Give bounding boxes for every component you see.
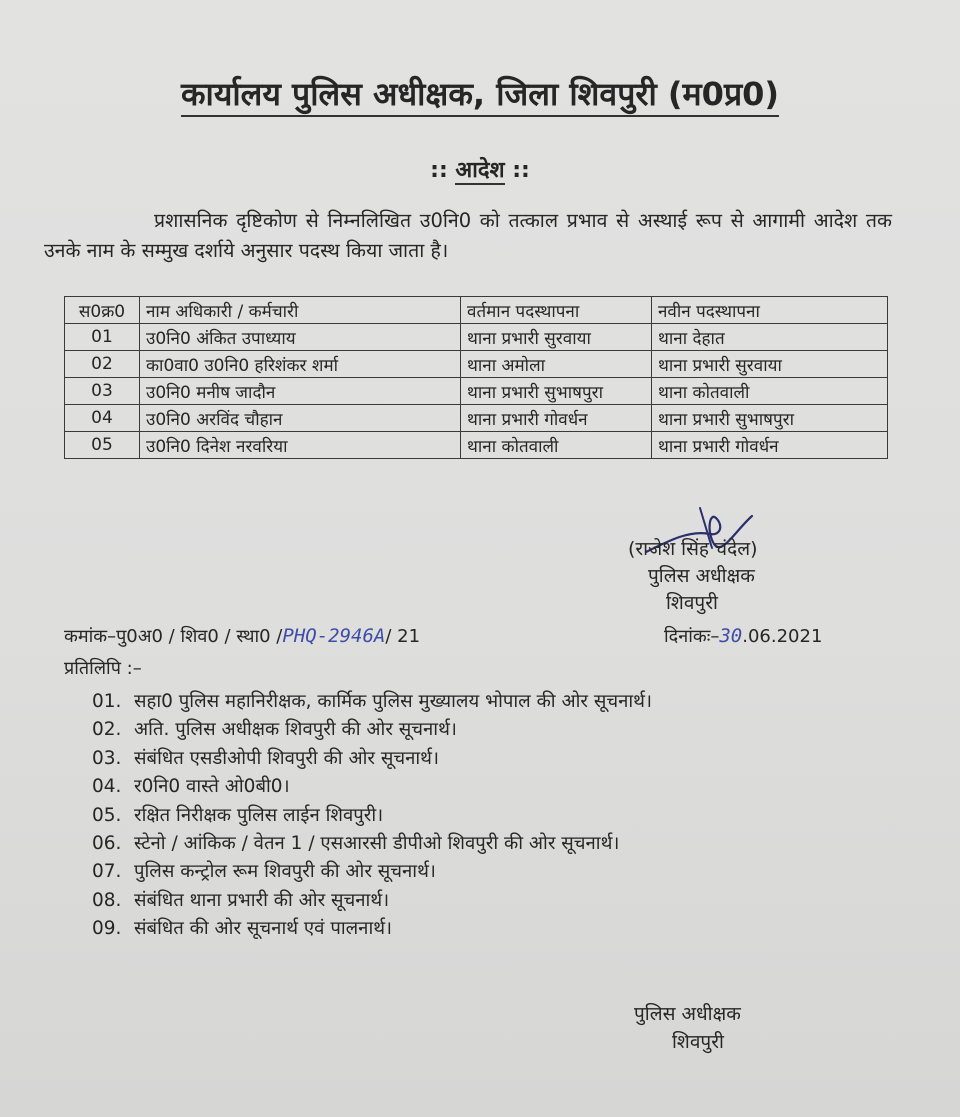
- cell-name: उ0नि0 अंकित उपाध्याय: [140, 324, 461, 351]
- reference-date: दिनांकः–30.06.2021: [664, 625, 823, 647]
- table-row: [65, 324, 888, 351]
- signature-block: [616, 536, 758, 617]
- order-paragraph: प्रशासनिक दृष्टिकोण से निम्नलिखित उ0नि0 को तत्काल प्रभाव से अस्थाई रूप से आगामी आदेश तक उनके नाम के सम्मुख दर्शाये अनुसार पदस्थ किया जाता है।: [44, 209, 892, 262]
- cell-current-posting: थाना प्रभारी सुरवाया: [461, 324, 652, 351]
- footer-signature: [634, 1000, 741, 1056]
- header-serial: स0क्र0: [65, 297, 140, 324]
- table-row: [65, 432, 888, 459]
- reference-number: कमांक–पु0अ0 / शिव0 / स्था0 /PHQ-2946A/ 21: [64, 625, 421, 647]
- cell-new-posting: थाना प्रभारी सुभाषपुरा: [652, 405, 888, 432]
- header-new-posting: नवीन पदस्थापना: [652, 297, 888, 324]
- footer-designation: पुलिस अधीक्षक: [634, 1003, 741, 1025]
- list-item: 02. अति. पुलिस अधीक्षक शिवपुरी की ओर सूचनार्थ।: [92, 719, 457, 741]
- table-row: [65, 351, 888, 378]
- list-item: 05. रक्षित निरीक्षक पुलिस लाईन शिवपुरी।: [92, 804, 384, 826]
- list-item: 09. संबंधित की ओर सूचनार्थ एवं पालनार्थ।: [92, 918, 393, 940]
- table-row: [65, 378, 888, 405]
- cell-new-posting: थाना देहात: [652, 324, 888, 351]
- footer-place: शिवपुरी: [672, 1031, 724, 1053]
- list-item: 03. संबंधित एसडीओपी शिवपुरी की ओर सूचनार्थ।: [92, 747, 439, 769]
- cell-serial: 03: [65, 378, 140, 405]
- cell-serial: 01: [65, 324, 140, 351]
- cell-current-posting: थाना अमोला: [461, 351, 652, 378]
- list-item: 07. पुलिस कन्ट्रोल रूम शिवपुरी की ओर सूचनार्थ।: [92, 861, 436, 883]
- table-row: [65, 405, 888, 432]
- order-heading: :: आदेश ::: [430, 158, 530, 183]
- header-name: नाम अधिकारी / कर्मचारी: [140, 297, 461, 324]
- copy-label: प्रतिलिपि :–: [64, 658, 142, 679]
- cell-new-posting: थाना प्रभारी गोवर्धन: [652, 432, 888, 459]
- list-item: 08. संबंधित थाना प्रभारी की ओर सूचनार्थ।: [92, 889, 390, 911]
- signatory-designation: पुलिस अधीक्षक: [648, 565, 755, 587]
- cell-current-posting: थाना कोतवाली: [461, 432, 652, 459]
- cell-current-posting: थाना प्रभारी सुभाषपुरा: [461, 378, 652, 405]
- cell-name: का0वा0 उ0नि0 हरिशंकर शर्मा: [140, 351, 461, 378]
- cell-new-posting: थाना कोतवाली: [652, 378, 888, 405]
- cell-serial: 05: [65, 432, 140, 459]
- cell-name: उ0नि0 अरविंद चौहान: [140, 405, 461, 432]
- signatory-place: शिवपुरी: [666, 592, 718, 614]
- cell-name: उ0नि0 दिनेश नरवरिया: [140, 432, 461, 459]
- cell-new-posting: थाना प्रभारी सुरवाया: [652, 351, 888, 378]
- cell-name: उ0नि0 मनीष जादौन: [140, 378, 461, 405]
- reference-handwritten: PHQ-2946A: [282, 625, 386, 647]
- copy-list: [92, 688, 652, 944]
- header-current-posting: वर्तमान पदस्थापना: [461, 297, 652, 324]
- signatory-name: (राजेश सिंह चंदेल): [628, 538, 758, 560]
- list-item: 06. स्टेनो / आंकिक / वेतन 1 / एसआरसी डीपीओ शिवपुरी की ओर सूचनार्थ।: [92, 832, 620, 854]
- list-item: 01. सहा0 पुलिस महानिरीक्षक, कार्मिक पुलिस मुख्यालय भोपाल की ओर सूचनार्थ।: [92, 691, 652, 712]
- cell-serial: 02: [65, 351, 140, 378]
- office-title: कार्यालय पुलिस अधीक्षक, जिला शिवपुरी (म0प्र0): [0, 72, 960, 115]
- list-item: 04. र0नि0 वास्ते ओ0बी0।: [92, 776, 290, 798]
- posting-table: [64, 296, 888, 459]
- date-handwritten: 30: [719, 625, 743, 647]
- table-header-row: [65, 297, 888, 324]
- cell-current-posting: थाना प्रभारी गोवर्धन: [461, 405, 652, 432]
- cell-serial: 04: [65, 405, 140, 432]
